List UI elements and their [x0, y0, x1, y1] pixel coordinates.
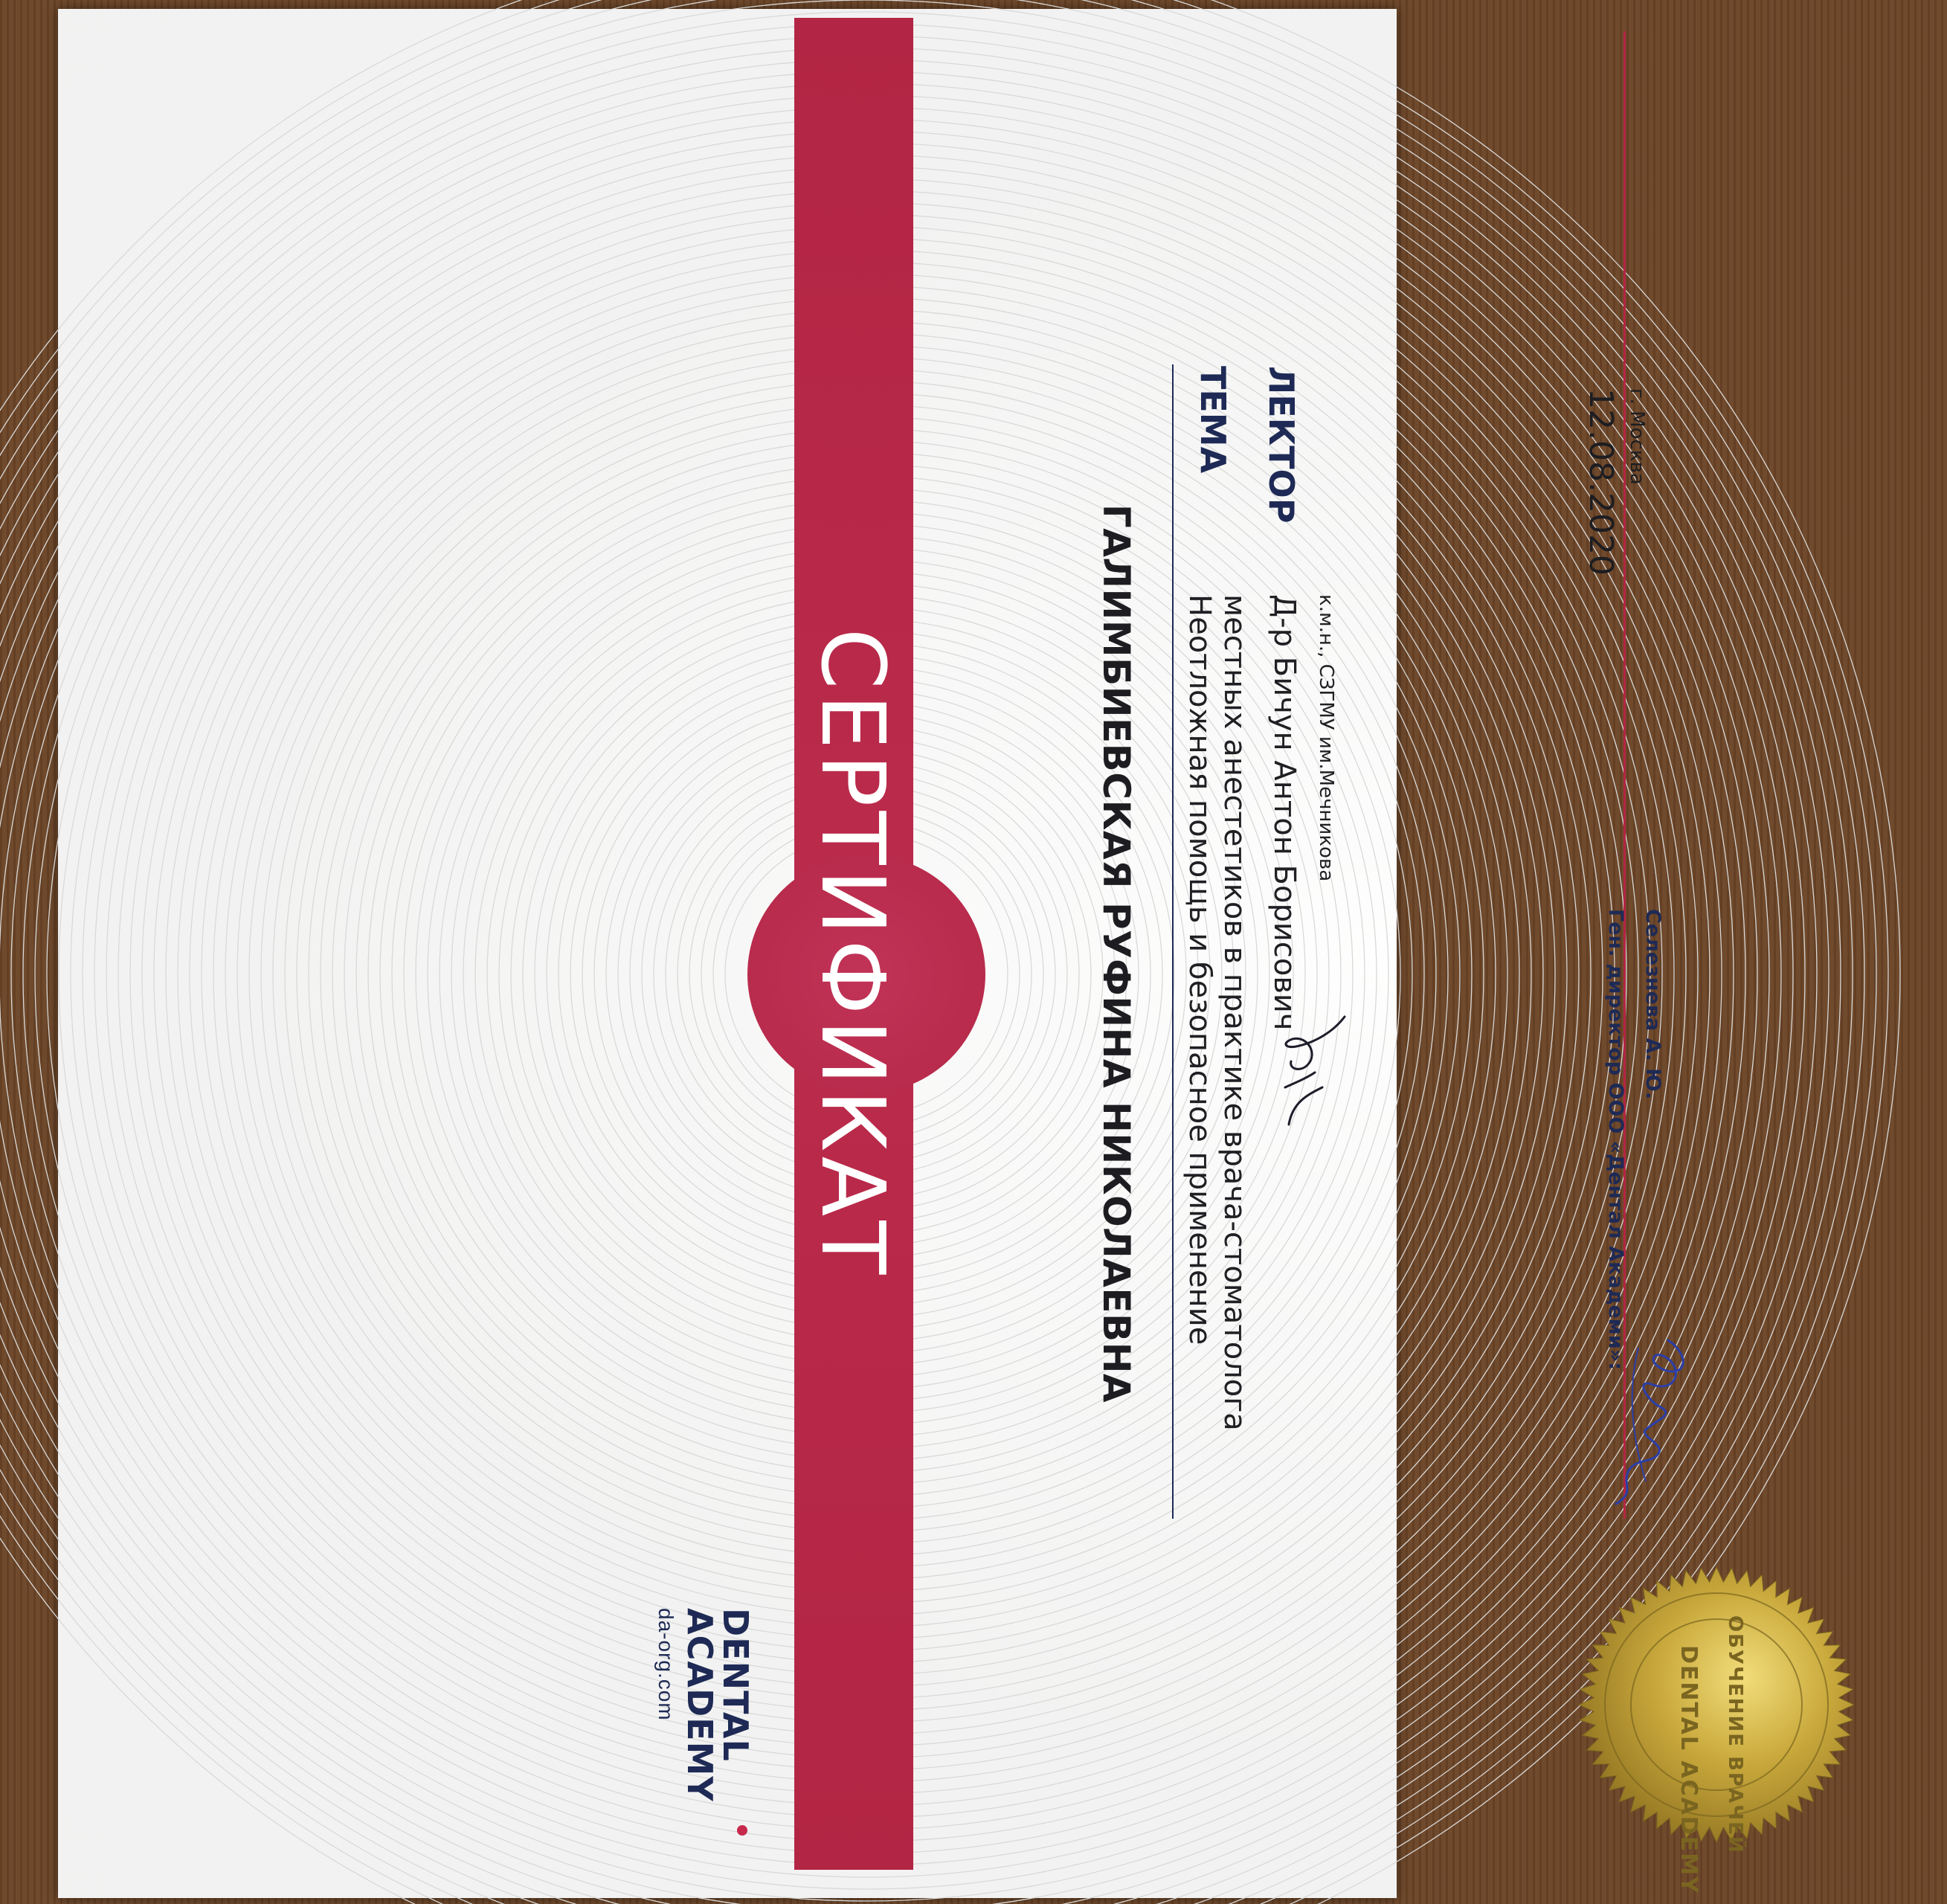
director-title: Ген. директор ООО «Дентал Академи»:: [1604, 909, 1627, 1370]
certificate-title: СЕРТИФИКАТ: [802, 628, 904, 1279]
topic-divider: [1172, 364, 1174, 1519]
seal-text-inner: DENTAL ACADEMY: [1676, 1645, 1702, 1894]
logo-line-2: ACADEMY: [680, 1608, 720, 1802]
seal-text-outer: ОБУЧЕНИЕ ВРАЧЕЙ: [1724, 1615, 1746, 1854]
logo-url: da-org.com: [654, 1608, 678, 1721]
issue-city: г. Москва: [1626, 388, 1648, 485]
director-name: Селезнева А. Ю.: [1641, 909, 1664, 1100]
topic-label: ТЕМА: [1193, 366, 1233, 474]
logo-line-1: DENTAL: [715, 1608, 756, 1762]
gold-seal-icon: [1575, 1563, 1858, 1846]
lecturer-signature: [1278, 1013, 1359, 1132]
dental-academy-logo: [654, 1608, 756, 1853]
certificate-sheet: [58, 9, 1746, 1898]
issue-date: 12.08.2020: [1582, 388, 1620, 576]
certificate-page: [608, 9, 1947, 1898]
lecturer-label: ЛЕКТОР: [1261, 366, 1301, 524]
lecturer-credentials: к.м.н., СЗГМУ им.Мечникова: [1315, 594, 1337, 882]
director-signature: [1594, 1333, 1698, 1511]
topic-line-1: Неотложная помощь и безопасное применение: [1182, 594, 1217, 1345]
logo-dot-icon: [737, 1825, 747, 1836]
lecturer-name: Д-р Бичун Антон Борисович: [1267, 594, 1301, 1031]
recipient-name: ГАЛИМБИЕВСКАЯ РУФИНА НИКОЛАЕВНА: [1095, 504, 1138, 1403]
topic-line-2: местных анестетиков в практике врача-стоматолога: [1217, 594, 1252, 1431]
